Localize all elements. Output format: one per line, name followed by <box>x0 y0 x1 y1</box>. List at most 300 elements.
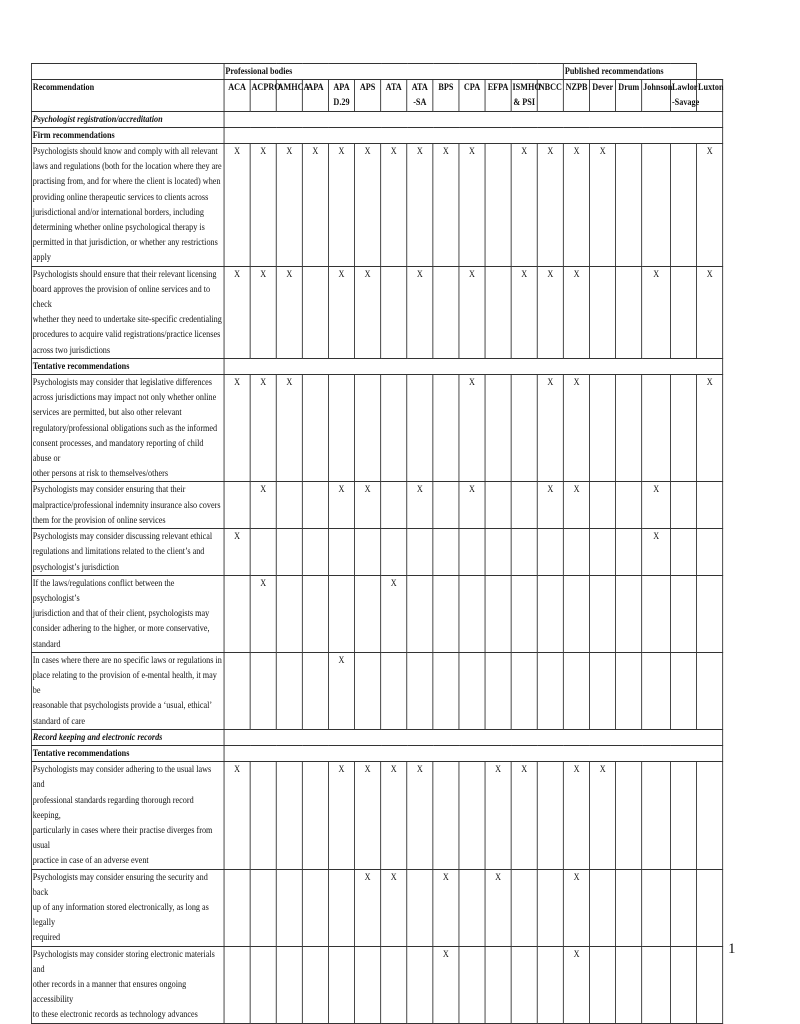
recommendation-text <box>31 144 224 267</box>
subsection-heading-row <box>31 745 722 761</box>
subsection-heading-row <box>31 358 722 374</box>
mark-cell: X <box>642 266 671 358</box>
mark-cell: X <box>381 575 407 652</box>
recommendation-row <box>31 144 722 267</box>
group-header-row <box>31 64 722 80</box>
mark-cell <box>459 762 485 869</box>
mark-cell <box>302 482 328 529</box>
subsection-heading: Tentative recommendations <box>31 745 224 761</box>
mark-cell <box>616 482 642 529</box>
mark-cell <box>511 482 537 529</box>
column-header <box>485 80 511 111</box>
column-header <box>616 80 642 111</box>
mark-cell <box>328 946 354 1023</box>
mark-cell <box>616 869 642 946</box>
mark-cell: X <box>407 144 433 267</box>
recommendation-text-line: reasonable that psychologists provide a ‘usual, ethical’ <box>32 700 213 711</box>
mark-cell <box>328 575 354 652</box>
mark-cell <box>302 946 328 1023</box>
recommendation-row <box>31 869 722 946</box>
mark-cell: X <box>537 266 563 358</box>
mark-cell <box>328 529 354 576</box>
page-number: 1 <box>728 941 736 957</box>
mark-cell <box>250 762 276 869</box>
recommendation-text-line: regulations and limitations related to the client’s and <box>32 546 205 557</box>
recommendation-text-line: services are permitted, but also other relevant <box>32 407 182 418</box>
recommendation-text-line: consider adhering to the higher, or more conservative, <box>32 623 210 634</box>
mark-cell <box>511 375 537 482</box>
mark-cell <box>511 529 537 576</box>
mark-cell: X <box>407 266 433 358</box>
mark-cell <box>485 529 511 576</box>
mark-cell: X <box>407 482 433 529</box>
mark-cell <box>302 762 328 869</box>
recommendation-text-line: jurisdictional and/or international borders, including <box>32 206 204 217</box>
recommendation-column-header: Recommendation <box>31 80 224 111</box>
mark-cell <box>616 375 642 482</box>
recommendation-text-line: psychologist’s jurisdiction <box>32 561 119 572</box>
mark-cell <box>616 529 642 576</box>
mark-cell <box>355 529 381 576</box>
mark-cell <box>381 946 407 1023</box>
mark-cell <box>433 529 459 576</box>
mark-cell <box>511 946 537 1023</box>
mark-cell <box>276 575 302 652</box>
mark-cell <box>485 652 511 729</box>
mark-cell <box>642 144 671 267</box>
heading-filler <box>224 111 723 127</box>
mark-cell <box>459 946 485 1023</box>
mark-cell <box>433 482 459 529</box>
recommendation-text-line: Psychologists may consider storing electronic materials and <box>32 948 215 974</box>
column-header <box>355 80 381 111</box>
mark-cell <box>224 482 250 529</box>
mark-cell <box>590 575 616 652</box>
mark-cell: X <box>511 762 537 869</box>
mark-cell: X <box>459 144 485 267</box>
recommendation-text <box>31 482 224 529</box>
mark-cell <box>224 869 250 946</box>
recommendation-text-line: If the laws/regulations conflict between the psychologist’s <box>32 577 175 603</box>
column-header-line: & PSI <box>513 97 535 108</box>
mark-cell <box>616 575 642 652</box>
heading-filler <box>224 127 723 143</box>
recommendation-text <box>31 762 224 869</box>
mark-cell <box>485 266 511 358</box>
mark-cell <box>642 946 671 1023</box>
mark-cell <box>671 652 697 729</box>
mark-cell <box>276 762 302 869</box>
mark-cell <box>564 652 590 729</box>
mark-cell: X <box>276 144 302 267</box>
recommendation-text-line: Psychologists may consider that legislative differences <box>32 377 212 388</box>
mark-cell <box>590 482 616 529</box>
mark-cell <box>276 869 302 946</box>
recommendation-text-line: required <box>32 932 61 943</box>
mark-cell: X <box>511 266 537 358</box>
recommendation-text-line: providing online therapeutic services to clients across <box>32 191 209 202</box>
mark-cell <box>276 652 302 729</box>
recommendation-text-line: particularly in cases where their practise diverges from usual <box>32 824 213 851</box>
recommendation-text-line: practice in case of an adverse event <box>32 855 149 866</box>
column-header-line: ACPRO <box>251 82 281 93</box>
mark-cell <box>642 575 671 652</box>
mark-cell <box>671 375 697 482</box>
recommendation-text <box>31 652 224 729</box>
mark-cell <box>697 652 723 729</box>
mark-cell <box>616 946 642 1023</box>
mark-cell <box>407 652 433 729</box>
column-header-line: EFPA <box>487 82 509 93</box>
mark-cell <box>381 266 407 358</box>
mark-cell: X <box>355 144 381 267</box>
mark-cell <box>433 266 459 358</box>
recommendation-text-line: apply <box>32 252 51 263</box>
column-header-line: ATA <box>385 82 402 93</box>
mark-cell: X <box>355 869 381 946</box>
recommendation-row <box>31 482 722 529</box>
mark-cell <box>407 869 433 946</box>
recommendation-row <box>31 762 722 869</box>
mark-cell <box>671 762 697 869</box>
recommendation-text-line: other persons at risk to themselves/others <box>32 468 169 479</box>
recommendations-table-wrapper <box>31 63 800 1024</box>
mark-cell <box>616 652 642 729</box>
mark-cell <box>276 946 302 1023</box>
mark-cell <box>302 375 328 482</box>
section-heading: Record keeping and electronic records <box>31 729 224 745</box>
mark-cell <box>250 946 276 1023</box>
mark-cell: X <box>564 375 590 482</box>
mark-cell <box>328 375 354 482</box>
recommendation-text <box>31 375 224 482</box>
mark-cell <box>537 946 563 1023</box>
recommendation-text-line: across jurisdictions may impact not only whether online <box>32 392 217 403</box>
recommendation-text-line: standard of care <box>32 715 86 726</box>
mark-cell <box>302 652 328 729</box>
heading-filler <box>224 358 723 374</box>
mark-cell: X <box>537 375 563 482</box>
mark-cell: X <box>511 144 537 267</box>
column-header-line: D.29 <box>333 97 350 108</box>
column-header <box>328 80 354 111</box>
column-header-line: Lawlor <box>671 82 698 93</box>
column-header <box>407 80 433 111</box>
mark-cell <box>302 575 328 652</box>
recommendation-text-line: Psychologists may consider ensuring the security and back <box>32 871 208 897</box>
mark-cell <box>671 946 697 1023</box>
mark-cell <box>671 266 697 358</box>
column-header <box>459 80 485 111</box>
mark-cell: X <box>250 375 276 482</box>
recommendation-row <box>31 946 722 1023</box>
column-header-line: AMHCA <box>277 82 310 93</box>
mark-cell <box>381 652 407 729</box>
mark-cell <box>433 375 459 482</box>
recommendation-text-line: determining whether online psychological therapy is <box>32 222 205 233</box>
column-header <box>537 80 563 111</box>
column-header <box>433 80 459 111</box>
heading-filler <box>224 745 723 761</box>
column-header <box>642 80 671 111</box>
mark-cell: X <box>590 762 616 869</box>
mark-cell <box>433 575 459 652</box>
recommendation-row <box>31 575 722 652</box>
subsection-heading-row <box>31 127 722 143</box>
mark-cell: X <box>485 762 511 869</box>
mark-cell <box>485 946 511 1023</box>
subsection-heading: Tentative recommendations <box>31 358 224 374</box>
mark-cell: X <box>224 529 250 576</box>
mark-cell: X <box>276 266 302 358</box>
mark-cell <box>250 652 276 729</box>
recommendation-text-line: whether they need to undertake site-specific credentialing <box>32 314 222 325</box>
recommendation-text-line: jurisdiction and that of their client, psychologists may <box>32 608 210 619</box>
mark-cell: X <box>459 266 485 358</box>
mark-cell: X <box>642 482 671 529</box>
mark-cell <box>590 652 616 729</box>
recommendation-text-line: permitted in that jurisdiction, or whether any restrictions <box>32 237 218 248</box>
mark-cell <box>224 575 250 652</box>
mark-cell <box>697 946 723 1023</box>
mark-cell <box>224 946 250 1023</box>
mark-cell <box>616 144 642 267</box>
mark-cell <box>642 762 671 869</box>
mark-cell <box>616 762 642 869</box>
column-header-line: NZPB <box>565 82 588 93</box>
mark-cell: X <box>697 375 723 482</box>
column-header <box>381 80 407 111</box>
mark-cell <box>407 575 433 652</box>
mark-cell <box>511 575 537 652</box>
mark-cell: X <box>537 144 563 267</box>
mark-cell <box>433 762 459 869</box>
mark-cell: X <box>381 869 407 946</box>
mark-cell: X <box>250 144 276 267</box>
column-header <box>564 80 590 111</box>
mark-cell <box>671 144 697 267</box>
mark-cell <box>459 652 485 729</box>
mark-cell <box>697 762 723 869</box>
mark-cell <box>276 482 302 529</box>
mark-cell: X <box>328 482 354 529</box>
mark-cell: X <box>459 375 485 482</box>
mark-cell: X <box>250 266 276 358</box>
mark-cell: X <box>564 869 590 946</box>
column-header-line: -Savage <box>671 97 700 108</box>
recommendation-text <box>31 266 224 358</box>
recommendation-row <box>31 529 722 576</box>
recommendation-text-line: place relating to the provision of e-mental health, it may be <box>32 669 217 696</box>
recommendation-text <box>31 575 224 652</box>
mark-cell: X <box>485 869 511 946</box>
mark-cell <box>697 575 723 652</box>
column-header-line: -SA <box>413 97 427 108</box>
mark-cell: X <box>642 529 671 576</box>
mark-cell: X <box>697 144 723 267</box>
recommendation-text-line: In cases where there are no specific laws or regulations in <box>32 654 222 665</box>
recommendation-text-line: other records in a manner that ensures ongoing accessibility <box>32 978 187 1005</box>
recommendation-text-line: Psychologists should know and comply with all relevant <box>32 146 218 157</box>
mark-cell: X <box>433 946 459 1023</box>
recommendation-row <box>31 652 722 729</box>
mark-cell: X <box>355 482 381 529</box>
mark-cell: X <box>276 375 302 482</box>
column-header-line: Luxton <box>698 82 724 93</box>
mark-cell: X <box>250 482 276 529</box>
mark-cell: X <box>564 144 590 267</box>
mark-cell: X <box>381 762 407 869</box>
mark-cell <box>590 869 616 946</box>
column-header <box>697 80 723 111</box>
mark-cell <box>590 375 616 482</box>
column-header-line: NBCC <box>538 82 562 93</box>
mark-cell <box>616 266 642 358</box>
recommendation-text-line: practising from, and for where the client is located) when <box>32 176 221 187</box>
mark-cell: X <box>224 762 250 869</box>
mark-cell <box>355 946 381 1023</box>
mark-cell: X <box>459 482 485 529</box>
mark-cell <box>511 869 537 946</box>
mark-cell <box>590 946 616 1023</box>
recommendation-text-line: to these electronic records as technology advances <box>32 1009 198 1020</box>
column-header-line: BPS <box>438 82 454 93</box>
mark-cell: X <box>250 575 276 652</box>
mark-cell: X <box>564 946 590 1023</box>
mark-cell: X <box>302 144 328 267</box>
recommendation-text-line: across two jurisdictions <box>32 344 111 355</box>
group-header-blank <box>31 64 224 80</box>
mark-cell <box>250 529 276 576</box>
mark-cell <box>642 375 671 482</box>
mark-cell <box>302 266 328 358</box>
mark-cell <box>642 869 671 946</box>
column-header-row <box>31 80 722 111</box>
mark-cell <box>250 869 276 946</box>
mark-cell <box>407 946 433 1023</box>
mark-cell <box>276 529 302 576</box>
mark-cell <box>302 869 328 946</box>
mark-cell <box>642 652 671 729</box>
mark-cell: X <box>355 266 381 358</box>
professional-bodies-header: Professional bodies <box>224 64 563 80</box>
mark-cell <box>537 869 563 946</box>
mark-cell: X <box>537 482 563 529</box>
recommendation-text-line: professional standards regarding thorough record keeping, <box>32 794 194 820</box>
mark-cell: X <box>328 652 354 729</box>
mark-cell: X <box>564 762 590 869</box>
mark-cell <box>381 529 407 576</box>
mark-cell <box>433 652 459 729</box>
section-heading: Psychologist registration/accreditation <box>31 111 224 127</box>
mark-cell <box>485 482 511 529</box>
mark-cell: X <box>433 144 459 267</box>
mark-cell <box>355 652 381 729</box>
column-header-line: Drum <box>618 82 640 93</box>
mark-cell: X <box>407 762 433 869</box>
column-header-line: APS <box>359 82 376 93</box>
published-recommendations-header: Published recommendations <box>564 64 697 80</box>
mark-cell <box>590 266 616 358</box>
mark-cell <box>671 869 697 946</box>
mark-cell <box>537 575 563 652</box>
mark-cell <box>511 652 537 729</box>
column-header <box>511 80 541 111</box>
mark-cell <box>590 529 616 576</box>
column-header <box>250 80 281 111</box>
mark-cell <box>407 529 433 576</box>
mark-cell <box>328 869 354 946</box>
column-header-line: ATA <box>411 82 428 93</box>
column-header <box>276 80 310 111</box>
mark-cell: X <box>224 144 250 267</box>
mark-cell <box>564 529 590 576</box>
recommendation-text-line: Psychologists may consider discussing relevant ethical <box>32 531 213 542</box>
mark-cell: X <box>328 762 354 869</box>
mark-cell: X <box>590 144 616 267</box>
mark-cell <box>355 375 381 482</box>
mark-cell <box>697 529 723 576</box>
recommendation-text-line: standard <box>32 638 61 649</box>
mark-cell: X <box>433 869 459 946</box>
section-heading-row <box>31 729 722 745</box>
mark-cell <box>537 652 563 729</box>
mark-cell: X <box>381 144 407 267</box>
recommendation-row <box>31 375 722 482</box>
recommendation-text-line: up of any information stored electronically, as long as legally <box>32 901 209 928</box>
recommendation-text-line: Psychologists should ensure that their relevant licensing <box>32 268 217 279</box>
mark-cell <box>459 529 485 576</box>
column-header-line: APA <box>333 82 350 93</box>
mark-cell <box>407 375 433 482</box>
mark-cell: X <box>697 266 723 358</box>
recommendations-table <box>31 63 723 1024</box>
column-header-line: Dever <box>592 82 614 93</box>
recommendation-text-line: regulatory/professional obligations such as the informed <box>32 422 218 433</box>
column-header-line: ISMHO <box>512 82 541 93</box>
mark-cell <box>381 482 407 529</box>
mark-cell: X <box>224 266 250 358</box>
column-header <box>224 80 250 111</box>
recommendation-text <box>31 869 224 946</box>
mark-cell: X <box>564 482 590 529</box>
mark-cell <box>537 762 563 869</box>
subsection-heading: Firm recommendations <box>31 127 224 143</box>
mark-cell <box>381 375 407 482</box>
recommendation-text-line: Psychologists may consider adhering to the usual laws and <box>32 764 212 790</box>
recommendation-text <box>31 946 224 1023</box>
recommendation-text <box>31 529 224 576</box>
column-header-line: APA <box>307 82 324 93</box>
mark-cell <box>459 575 485 652</box>
mark-cell <box>697 869 723 946</box>
mark-cell <box>671 482 697 529</box>
mark-cell <box>671 529 697 576</box>
mark-cell <box>671 575 697 652</box>
column-header <box>671 80 700 111</box>
mark-cell <box>485 144 511 267</box>
mark-cell <box>485 375 511 482</box>
column-header <box>590 80 616 111</box>
recommendation-text-line: consent processes, and mandatory reporting of child abuse or <box>32 437 204 464</box>
column-header-line: Johnson <box>643 82 673 93</box>
mark-cell: X <box>355 762 381 869</box>
column-header-line: CPA <box>463 82 481 93</box>
mark-cell <box>485 575 511 652</box>
section-heading-row <box>31 111 722 127</box>
mark-cell <box>302 529 328 576</box>
mark-cell <box>355 575 381 652</box>
